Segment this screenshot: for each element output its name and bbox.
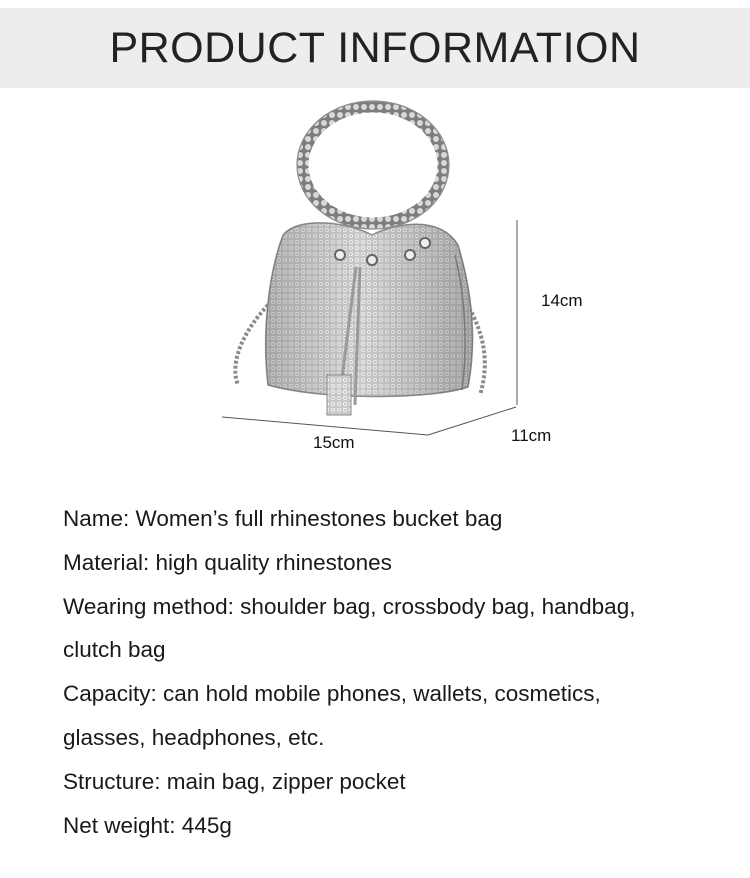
chain-strap (235, 305, 268, 385)
product-figure (0, 95, 750, 475)
depth-dimension-line (428, 407, 516, 435)
spec-material: Material: high quality rhinestones (63, 549, 392, 575)
spec-capacity-cont: glasses, headphones, etc. (63, 724, 325, 750)
height-label: 14cm (541, 291, 583, 310)
spec-name: Name: Women’s full rhinestones bucket bag (63, 506, 503, 531)
spec-wearing-method-cont: clutch bag (63, 637, 166, 663)
width-label: 15cm (313, 433, 355, 452)
bag-illustration (0, 95, 750, 475)
product-specs (63, 497, 713, 847)
spec-structure: Structure: main bag, zipper pocket (63, 768, 406, 794)
spec-net-weight: Net weight: 445g (63, 812, 232, 838)
spec-capacity: Capacity: can hold mobile phones, wallets, cosmetics, (63, 681, 601, 707)
grommet (420, 238, 430, 248)
grommet (367, 255, 377, 265)
ring-handle (303, 107, 443, 223)
depth-label: 11cm (511, 426, 552, 445)
grommet (405, 250, 415, 260)
spec-wearing-method: Wearing method: shoulder bag, crossbody bag, handbag, (63, 593, 636, 619)
grommet (335, 250, 345, 260)
page-header (0, 8, 750, 88)
page-title: PRODUCT INFORMATION (109, 23, 641, 72)
